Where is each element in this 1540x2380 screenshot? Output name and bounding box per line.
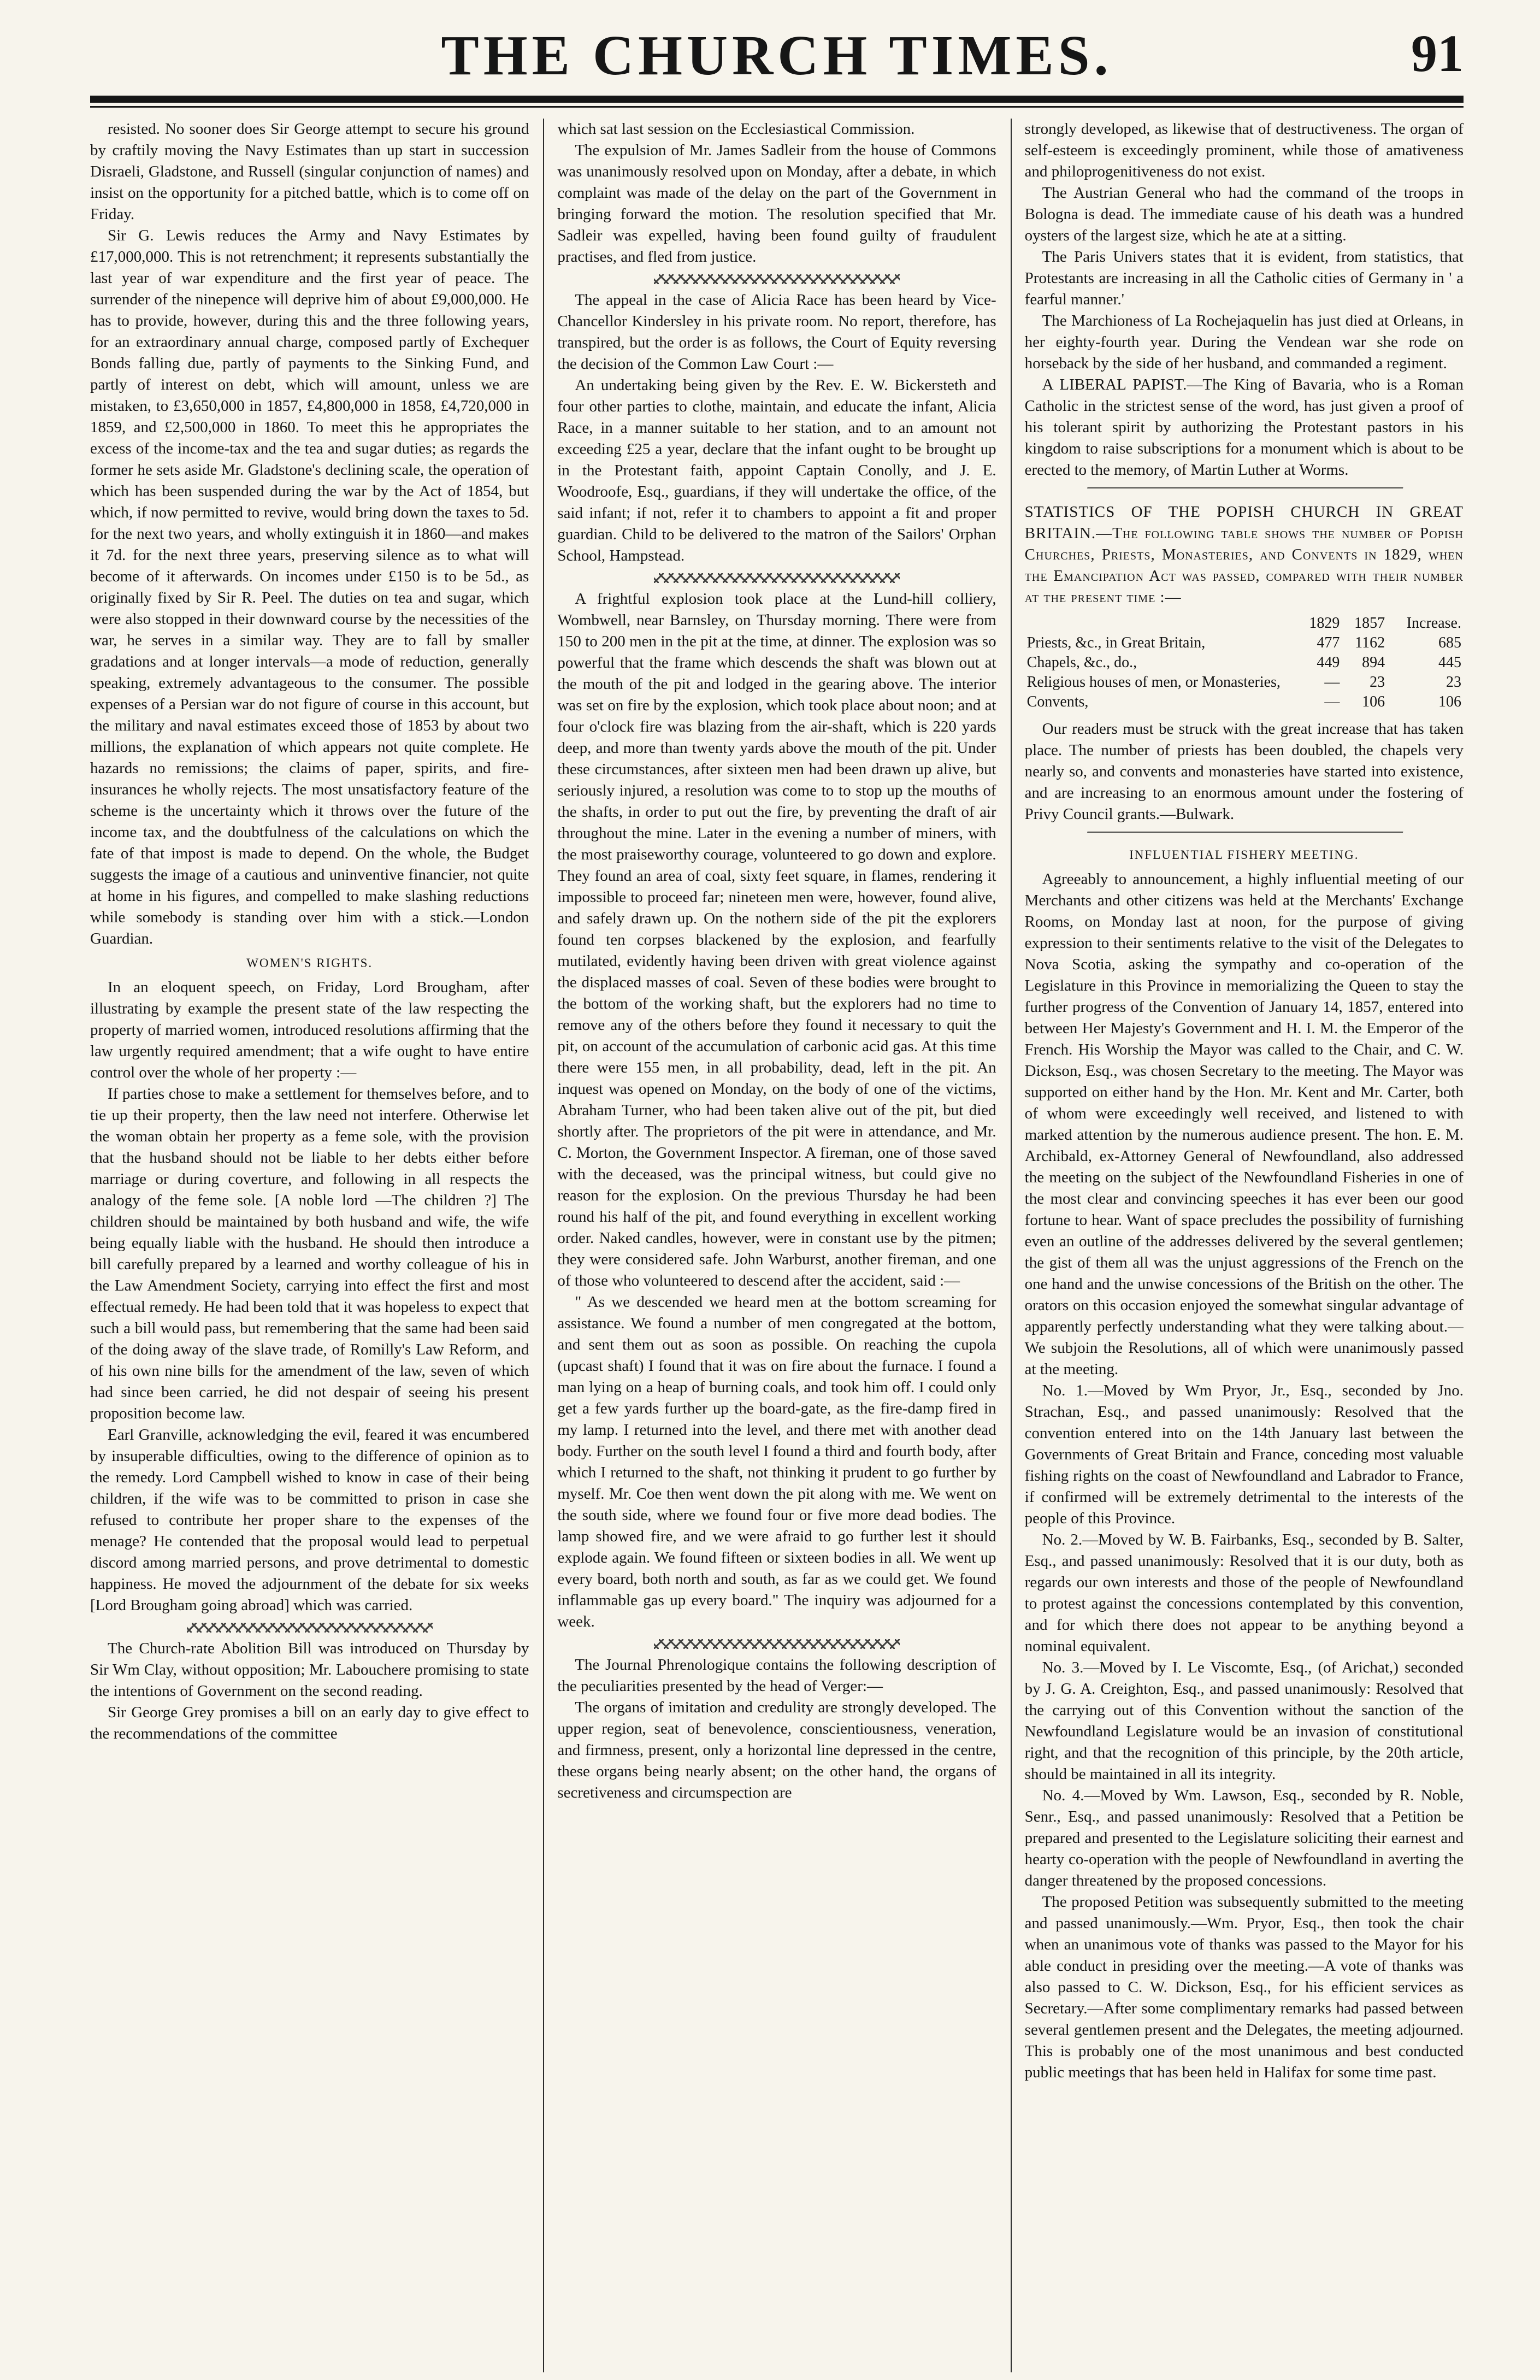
article-paragraph: The Marchioness of La Rochejaquelin has just died at Orleans, in her eighty-fourth year. During the Vendean war she rode on horseback by the side of her husband, and commanded a regiment. <box>1024 312 1464 372</box>
article-paragraph: Sir G. Lewis reduces the Army and Navy Estimates by £17,000,000. This is not retrenchment; it represents substantially the last year of war expenditure and the first year of peace. The surrender of the ninepence will deprive him of about £9,000,000. He has to provide, however, during this and the three following years, for an extraordinary annual charge, composed partly of Exchequer Bonds falling due, partly of payments to the Sinking Fund, and partly of interest on debt, which will amount, unless we are mistaken, to £3,650,000 in 1857, £4,800,000 in 1858, £4,720,000 in 1859, and £2,500,000 in 1860. To meet this he appropriates the excess of the income-tax and the tea and sugar duties; as regards the former he sets aside Mr. Gladstone's declining scale, the operation of which has been suspended during the war by the Act of 1854, but which, if now permitted to revive, would bring down the taxes to 5d. for the next two years, and wholly extinguish it in 1860—and makes it 7d. for the next three years, preserving silence as to what will become of it afterwards. On incomes under £150 is to be 5d., as originally fixed by Sir R. Peel. The duties on tea and sugar, which were also stopped in their downward course by the necessities of the war, he serves in a similar way. They are to fall by smaller gradations and at longer intervals—a mode of reduction, generally speaking, extremely advantageous to the consumer. The possible expenses of a Persian war do not figure of course in this account, but the military and naval estimates exceed those of 1853 by about two millions, the explanation of which appears not quite complete. He hazards no remissions; the claims of paper, spirits, and fire-insurances he wholly rejects. The most unsatisfactory feature of the scheme is the uncertainty which it throws over the future of the income tax, and the doubtfulness of the calculations on which the fate of that impost is made to depend. On the whole, the Budget suggests the image of a cautious and uninventive financier, not quite at home in his figures, and compelled to make slashing reductions while somebody is standing over him with a stick.—London Guardian. <box>90 227 529 947</box>
statistics-cell: 685 <box>1438 634 1461 651</box>
statistics-cell: Priests, &c., in Great Britain, <box>1026 634 1206 651</box>
statistics-cell: 894 <box>1362 654 1385 671</box>
statistics-row <box>1025 692 1464 712</box>
article-paragraph: The Austrian General who had the command of the troops in Bologna is dead. The immediate cause of his death was a hundred oysters of the largest size, which he ate at a sitting. <box>1024 184 1464 244</box>
article-paragraph: No. 1.—Moved by Wm Pryor, Jr., Esq., seconded by Jno. Strachan, Esq., and passed unanimously: Resolved that the convention entered into on the 14th January last between the Governments of Great Britain and France, conceding most valuable fishing rights on the coast of Newfoundland and Labrador to France, if confirmed will be extremely detrimental to the interests of the people of this Province. <box>1024 1382 1464 1527</box>
article-paragraph: Our readers must be struck with the great increase that has taken place. The number of priests has been doubled, the chapels very nearly so, and convents and monasteries have started into existence, and are increasing to an enormous amount under the fostering of Privy Council grants.—Bulwark. <box>1024 720 1464 823</box>
masthead-subrule <box>90 106 1464 108</box>
article-paragraph: The proposed Petition was subsequently submitted to the meeting and passed unanimously.—Wm. Pryor, Esq., then took the chair when an unanimous vote of thanks was passed to the Mayor for his able conduct in presiding over the meeting.—A vote of thanks was also passed to C. W. Dickson, Esq., for his efficient services as Secretary.—After some complimentary remarks had passed between several gentlemen present and the Delegates, the meeting adjourned. This is probably one of the most unanimous and best conducted public meetings that has been held in Halifax for some time past. <box>1024 1893 1464 2081</box>
article-paragraph: A LIBERAL PAPIST.—The King of Bavaria, who is a Roman Catholic in the strictest sense of the word, has just given a proof of his tolerant spirit by authorizing the Protestant pastors in his kingdom to raise subscriptions for a monument which is about to be erected to the memory, of Martin Luther at Worms. <box>1024 376 1464 479</box>
statistics-header-cell: 1829 <box>1309 615 1340 632</box>
article-paragraph: No. 2.—Moved by W. B. Fairbanks, Esq., seconded by B. Salter, Esq., and passed unanimously: Resolved that it is our duty, both as regards our own interests and those of the people of Newfoundland to protest against the concessions contemplated by this convention, and for which there does not appear to be anything beyond a nominal equivalent. <box>1024 1531 1464 1655</box>
article-paragraph: " As we descended we heard men at the bottom screaming for assistance. We found a number of men congregated at the bottom, and sent them out as soon as possible. On reaching the cupola (upcast shaft) I found that it was on fire about the furnace. I found a man lying on a heap of burning coals, and took him off. I could only get a few yards further up the board-gate, as the fire-damp fired in my lamp. I returned into the level, and there met with another dead body. Further on the south level I found a third and fourth body, after which I returned to the shaft, not thinking it prudent to go further by myself. Mr. Coe then went down the pit along with me. We went on the south side, where we found four or five more dead bodies. The lamp showed fire, and we were afraid to go further lest it should explode again. We found fifteen or sixteen bodies in all. We went up every board, both north and south, as far as we could get. We found inflammable gas up every board." The inquiry was adjourned for a week. <box>557 1293 996 1630</box>
statistics-cell: 477 <box>1317 634 1340 651</box>
article-paragraph: If parties chose to make a settlement for themselves before, and to tie up their property, then the law need not interfere. Otherwise let the woman obtain her property as a feme sole, with the provision that the husband should not be liable to her debts either before marriage or during coverture, and following in all respects the analogy of the feme sole. [A noble lord —The children ?] The children should be maintained by both husband and wife, the wife being equally liable with the husband. He should then introduce a bill carefully prepared by a learned and worthy colleague of his in the Law Amendment Society, carrying into effect the first and most effectual remedy. He had been told that it was hopeless to expect that such a bill would pass, but remembering that the same had been said of the doing away of the slave trade, of Romilly's Law Reform, and of his own nine bills for the amendment of the law, seven of which had since been carried, he did not despair of seeing his present proposition become law. <box>90 1085 529 1422</box>
statistics-cell: 106 <box>1362 693 1385 710</box>
article-paragraph: No. 3.—Moved by I. Le Viscomte, Esq., (of Arichat,) seconded by J. G. A. Creighton, Esq., and passed unanimously: Resolved that the carrying out of this Convention without the sanction of the Newfoundland Legislature would be an invasion of constitutional right, and that the recognition of this principle, by the 20th article, should be maintained in all its integrity. <box>1024 1659 1464 1783</box>
article-paragraph: strongly developed, as likewise that of destructiveness. The organ of self-esteem is exceedingly prominent, while those of amativeness and philoprogenitiveness do not exist. <box>1024 120 1464 180</box>
page-number: 91 <box>1411 24 1464 83</box>
statistics-row <box>1025 673 1464 692</box>
statistics-table <box>1025 614 1464 712</box>
statistics-cell: 23 <box>1445 674 1461 691</box>
statistics-header-cell: 1857 <box>1354 615 1385 632</box>
column-left <box>90 119 529 2372</box>
statistics-intro: STATISTICS OF THE POPISH CHURCH IN GREAT BRITAIN.—The following table shows the number of Popish Churches, Priests, Monasteries, and Convents in 1829, when the Emancipation Act was passed, compared with their number at the present time :— <box>1024 503 1464 606</box>
column-middle <box>543 119 996 2372</box>
article-paragraph: An undertaking being given by the Rev. E. W. Bickersteth and four other parties to clothe, maintain, and educate the infant, Alicia Race, in a manner suitable to her station, and to an amount not exceeding £25 a year, declare that the infant ought to be brought up in the Protestant faith, appoint Captain Conolly, and J. E. Woodroofe, Esq., guardians, if they will undertake the office, of the said infant; if not, refer it to chambers to appoint a fit and proper guardian. Child to be delivered to the matron of the Sailors' Orphan School, Hampstead. <box>557 376 996 564</box>
statistics-cell: 106 <box>1438 693 1461 710</box>
statistics-cell: — <box>1324 674 1340 691</box>
article-wavy-divider <box>654 1639 900 1649</box>
statistics-row <box>1025 653 1464 673</box>
section-heading: WOMEN'S RIGHTS. <box>246 956 373 970</box>
statistics-row <box>1025 633 1464 653</box>
statistics-header-cell: Increase. <box>1406 615 1461 632</box>
statistics-cell: Convents, <box>1026 693 1089 710</box>
statistics-cell: Chapels, &c., do., <box>1026 654 1137 671</box>
column-right <box>1011 119 1464 2372</box>
article-paragraph: In an eloquent speech, on Friday, Lord Brougham, after illustrating by example the present state of the law respecting the property of married women, introduced resolutions affirming that the law urgently required amendment; that a wife ought to have entire control over the whole of her property :— <box>90 979 529 1081</box>
masthead <box>90 0 1464 96</box>
article-divider <box>1085 832 1404 840</box>
statistics-cell: 445 <box>1438 654 1461 671</box>
article-paragraph: Earl Granville, acknowledging the evil, feared it was encumbered by insuperable difficulties, owing to the difference of opinion as to the remedy. Lord Campbell wished to know in case of their being children, if the wife was to be committed to prison in case she refused to contribute her proper share to the expenses of the menage? He contended that the proposal would lead to perpetual discord among married persons, and prove detrimental to domestic happiness. He moved the adjournment of the debate for six weeks [Lord Brougham going abroad] which was carried. <box>90 1426 529 1614</box>
article-paragraph: The Church-rate Abolition Bill was introduced on Thursday by Sir Wm Clay, without opposition; Mr. Labouchere promising to state the intentions of Government on the second reading. <box>90 1640 529 1700</box>
statistics-header-row <box>1025 614 1464 633</box>
section-heading: INFLUENTIAL FISHERY MEETING. <box>1129 848 1359 862</box>
article-paragraph: Agreeably to announcement, a highly influential meeting of our Merchants and other citizens was held at the Merchants' Exchange Rooms, on Monday last at noon, for the purpose of giving expression to their sentiments relative to the visit of the Delegates to Nova Scotia, asking the sympathy and co-operation of the Legislature in this Province in memorializing the Queen to stay the further progress of the Convention of January 14, 1857, entered into between Her Majesty's Government and H. I. M. the Emperor of the French. His Worship the Mayor was called to the Chair, and C. W. Dickson, Esq., was chosen Secretary to the meeting. The Mayor was supported on either hand by the Hon. Mr. Kent and Mr. Carter, both of whom were exceedingly well received, and listened to with marked attention by the numerous audience present. The hon. E. M. Archibald, ex-Attorney General of Newfoundland, also addressed the meeting on the subject of the Newfoundland Fisheries in one of the most clear and convincing speeches it has ever been our good fortune to hear. Want of space precludes the possibility of furnishing even an outline of the addresses delivered by the several gentlemen; the gist of them all was the unjust aggressions of the French on the one hand and the unwise concessions of the British on the other. The orators on this occasion enjoyed the somewhat singular advantage of apparently perfectly understanding what they were talking about.— We subjoin the Resolutions, all of which were unanimously passed at the meeting. <box>1024 870 1464 1378</box>
article-paragraph: The expulsion of Mr. James Sadleir from the house of Commons was unanimously resolved upon on Monday, after a debate, in which complaint was made of the delay on the part of the Government in bringing forward the motion. The resolution specified that Mr. Sadleir was expelled, having been found guilty of fraudulent practises, and fled from justice. <box>557 142 996 266</box>
article-wavy-divider <box>654 274 900 284</box>
article-paragraph: resisted. No sooner does Sir George attempt to secure his ground by craftily moving the Navy Estimates than up start in succession Disraeli, Gladstone, and Russell (singular conjunction of names) and insist on the opportunity for a pitched battle, which is to come off on Friday. <box>90 120 529 223</box>
article-wavy-divider <box>654 573 900 583</box>
statistics-cell: 23 <box>1370 674 1385 691</box>
statistics-header-cell <box>1025 614 1297 633</box>
article-columns <box>90 119 1464 2372</box>
statistics-cell: Religious houses of men, or Monasteries, <box>1026 674 1281 691</box>
page-title: THE CHURCH TIMES. <box>441 24 1113 87</box>
article-paragraph: The organs of imitation and credulity are strongly developed. The upper region, seat of benevolence, conscientiousness, veneration, and firmness, present, only a horizontal line depressed in the centre, these organs being nearly absent; on the other hand, the organs of secretiveness and circumspection are <box>557 1699 996 1801</box>
article-paragraph: No. 4.—Moved by Wm. Lawson, Esq., seconded by R. Noble, Senr., Esq., and passed unanimously: Resolved that a Petition be prepared and presented to the Legislature soliciting their earnest and hearty co-operation with the people of Newfoundland in averting the danger threatened by the proposed concessions. <box>1024 1787 1464 1889</box>
statistics-cell: 1162 <box>1355 634 1385 651</box>
article-paragraph: which sat last session on the Ecclesiastical Commission. <box>557 120 915 138</box>
article-paragraph: Sir George Grey promises a bill on an early day to give effect to the recommendations of the committee <box>90 1704 529 1742</box>
article-wavy-divider <box>187 1623 433 1633</box>
article-paragraph: A frightful explosion took place at the Lund-hill colliery, Wombwell, near Barnsley, on Thursday morning. There were from 150 to 200 men in the pit at the time, at dinner. The explosion was so powerful that the frame which descends the shaft was blown out at the mouth of the pit and lodged in the gearing above. The interior was set on fire by the explosion, which took place about noon; and at four o'clock fire was blazing from the air-shaft, which is 220 yards deep, and more than twenty yards above the mouth of the pit. Under these circumstances, after sixteen men had been drawn up alive, but seriously injured, a resolution was come to to stop up the mouths of the shafts, in order to put out the fire, by preventing the draft of air throughout the mine. Later in the evening a number of miners, with the most praiseworthy courage, volunteered to go down and explore. They found an area of coal, sixty feet square, in flames, rendering it impossible to proceed far; nineteen men were, however, found alive, and safely drawn up. On the nothern side of the pit the explorers found ten corpses blackened by the explosion, and fearfully mutilated, evidently having been driven with great violence against the displaced masses of coal. Seven of these bodies were brought to the bottom of the working shaft, but the explorers had no time to remove any of the others before they found it necessary to quit the pit, on account of the accumulation of carbonic acid gas. At this time there were 155 men, in all probability, dead, left in the pit. An inquest was opened on Monday, on the body of one of the victims, Abraham Turner, who had been taken alive out of the pit, but died shortly after. The proprietors of the pit were in attendance, and Mr. C. Morton, the Government Inspector. A fireman, one of those saved with the deceased, was the principal witness, but could give no reason for the explosion. On the previous Thursday he had been round his half of the pit, and found everything in excellent working order. Naked candles, however, were in constant use by the pitmen; they were considered safe. John Warburst, another fireman, and one of those who volunteered to descend after the accident, said :— <box>557 590 996 1289</box>
masthead-rule <box>90 96 1464 103</box>
article-paragraph: The Paris Univers states that it is evident, from statistics, that Protestants are increasing in all the Catholic cities of Germany in ' a fearful manner.' <box>1024 248 1464 308</box>
article-paragraph: The Journal Phrenologique contains the following description of the peculiarities presented by the head of Verger:— <box>557 1656 996 1695</box>
statistics-cell: 449 <box>1317 654 1340 671</box>
statistics-cell: — <box>1324 693 1340 710</box>
article-paragraph: The appeal in the case of Alicia Race has been heard by Vice-Chancellor Kindersley in his private room. No report, therefore, has transpired, but the order is as follows, the Court of Equity reversing the decision of the Common Law Court :— <box>557 291 996 373</box>
article-divider <box>1085 487 1404 496</box>
